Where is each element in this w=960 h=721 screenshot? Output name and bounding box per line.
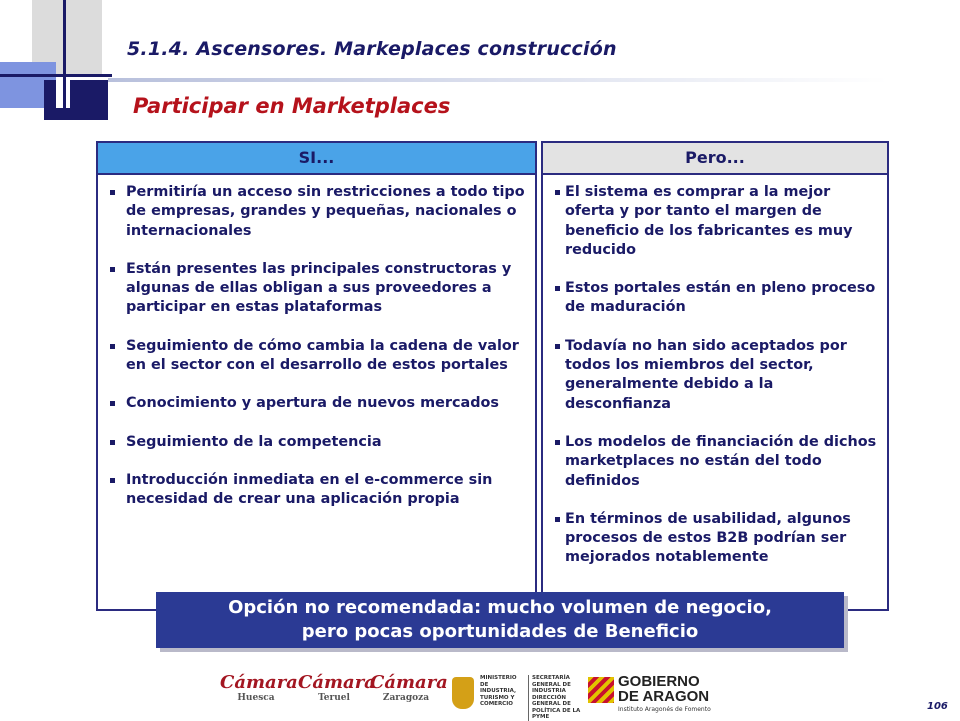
government-sub: Instituto Aragonés de Fomento xyxy=(618,706,711,713)
list-item xyxy=(126,260,525,318)
list-item-label: Permitiría un acceso sin restricciones a todo tipo de empresas, grandes y pequeñas, nacionales o internacionales xyxy=(126,184,525,239)
logo-name: Cámara xyxy=(298,672,376,693)
list-item-label: Están presentes las principales constructoras y algunas de ellas obligan a sus proveedores a participar en estas plataformas xyxy=(126,260,512,316)
pros-list xyxy=(98,175,535,510)
page-number: 106 xyxy=(927,701,948,712)
ministry-name: MINISTERIO DE INDUSTRIA, TURISMO Y COMERCIO xyxy=(480,675,517,707)
government-name-line-1: GOBIERNO xyxy=(618,673,700,690)
corner-block-navy xyxy=(44,80,108,120)
title-rule xyxy=(108,78,888,82)
list-item xyxy=(126,394,525,413)
cons-panel-heading: Pero... xyxy=(543,143,887,175)
list-item-label: Seguimiento de la competencia xyxy=(126,433,382,450)
page-title: Participar en Marketplaces xyxy=(133,94,451,118)
list-item xyxy=(126,433,525,452)
camara-zaragoza-logo xyxy=(370,672,448,703)
callout-line-2: pero pocas oportunidades de Beneficio xyxy=(301,621,699,642)
corner-horizontal-line xyxy=(0,74,112,77)
list-item-label: Seguimiento de cómo cambia la cadena de valor en el sector con el desarrollo de estos portales xyxy=(126,337,519,374)
bullet-icon xyxy=(555,517,560,522)
list-item-label: Introducción inmediata en el e-commerce sin necesidad de crear una aplicación propia xyxy=(126,471,493,508)
list-item-label: En términos de usabilidad, algunos procesos de estos B2B podrían ser mejorados notablemente xyxy=(565,510,851,566)
logo-name: Cámara xyxy=(220,672,298,693)
bullet-icon xyxy=(110,478,115,483)
camara-huesca-logo xyxy=(220,672,298,703)
bullet-icon xyxy=(555,286,560,291)
pros-panel xyxy=(96,141,537,611)
list-item-label: Conocimiento y apertura de nuevos mercados xyxy=(126,395,499,412)
section-title: 5.1.4. Ascensores. Markeplaces construcción xyxy=(127,38,617,60)
gobierno-aragon-logo xyxy=(588,673,718,713)
footer-logos xyxy=(220,672,910,720)
cons-panel xyxy=(541,141,889,611)
list-item xyxy=(565,337,879,414)
corner-vertical-line xyxy=(63,0,66,112)
government-name xyxy=(618,674,709,704)
list-item-label: El sistema es comprar a la mejor oferta y por tanto el margen de beneficio de los fabricantes es muy reducido xyxy=(565,184,853,258)
list-item xyxy=(126,183,525,241)
bullet-icon xyxy=(110,401,115,406)
logo-sub: Teruel xyxy=(318,693,350,703)
government-name-line-2: DE ARAGON xyxy=(618,688,710,705)
coat-of-arms-icon xyxy=(452,677,474,709)
list-item xyxy=(565,433,879,491)
list-item-label: Los modelos de financiación de dichos marketplaces no están del todo definidos xyxy=(565,433,877,489)
bullet-icon xyxy=(555,344,560,349)
ministry-logo xyxy=(452,675,581,720)
list-item xyxy=(126,471,525,510)
callout-line-1: Opción no recomendada: mucho volumen de negocio, xyxy=(228,597,772,618)
pros-panel-heading: SI... xyxy=(98,143,535,175)
logo-sub: Zaragoza xyxy=(382,693,430,703)
bullet-icon xyxy=(110,440,115,445)
bullet-icon xyxy=(110,344,115,349)
cons-list xyxy=(543,175,887,568)
list-item xyxy=(126,337,525,376)
list-item-label: Todavía no han sido aceptados por todos los miembros del sector, generalmente debido a la desconfianza xyxy=(565,337,847,412)
list-item-label: Estos portales están en pleno proceso de maduración xyxy=(565,280,876,316)
bullet-icon xyxy=(110,190,115,195)
bullet-icon xyxy=(110,267,115,272)
conclusion-callout xyxy=(156,592,844,648)
logo-sub: Huesca xyxy=(237,693,275,703)
bullet-icon xyxy=(555,190,560,195)
bullet-icon xyxy=(555,440,560,445)
camara-teruel-logo xyxy=(298,672,376,703)
list-item xyxy=(565,183,879,260)
list-item xyxy=(565,279,879,318)
aragon-flag-icon xyxy=(588,677,614,703)
list-item xyxy=(565,510,879,568)
ministry-department: SECRETARÍA GENERAL DE INDUSTRIA DIRECCIÓN GENERAL DE POLÍTICA DE LA PYME xyxy=(528,675,586,721)
logo-name: Cámara xyxy=(370,672,448,693)
